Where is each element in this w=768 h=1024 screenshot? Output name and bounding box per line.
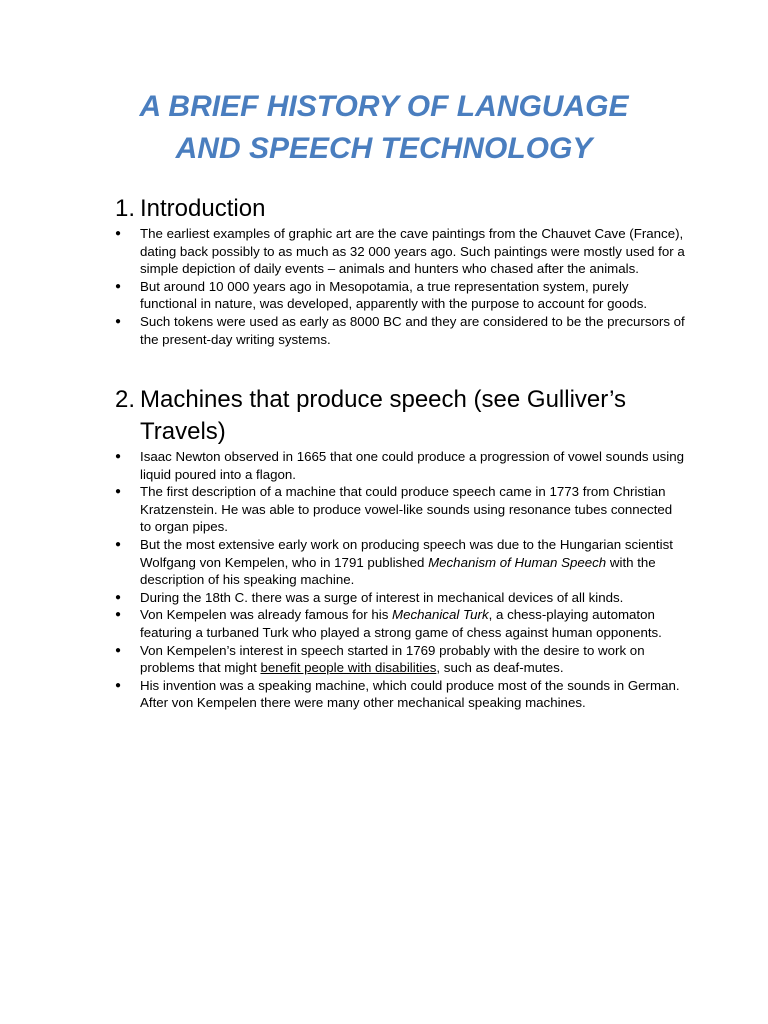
bullet-icon: ● [115, 538, 122, 550]
bullet-text: Such tokens were used as early as 8000 BC and they are considered to be the precursors of the present-day writing systems. [140, 313, 685, 347]
underlined-phrase: benefit people with disabilities [260, 660, 437, 676]
bullet-icon: ● [115, 609, 122, 621]
bullet-text: The earliest examples of graphic art are the cave paintings from the Chauvet Cave (France), dating back possibly to as much as 32 000 years ago. Such paintings were mostly used for a simple depiction of daily events – animals and hunters who chased after the animals. [140, 226, 685, 277]
bullet-text-part: , a chess-playing automaton featuring a turbaned Turk who played a strong game of chess against human opponents. [140, 607, 662, 640]
section-number: 1. [115, 195, 136, 222]
list-item [115, 589, 685, 607]
bullet-icon: ● [115, 644, 122, 656]
bullet-icon: ● [115, 280, 122, 292]
title-line-1: A BRIEF HISTORY OF LANGUAGE [139, 90, 629, 123]
section-heading [115, 384, 685, 448]
bullet-text-part: But the most extensive early work on producing speech was due to the Hungarian scientist Wolfgang von Kempelen, who in 1791 published [140, 536, 673, 570]
section-introduction [115, 193, 685, 348]
book-title: Mechanism of Human Speech [428, 554, 607, 570]
bullet-icon: ● [115, 451, 122, 462]
title-line-2: AND SPEECH TECHNOLOGY [175, 132, 593, 165]
bullet-icon: ● [115, 315, 122, 327]
list-item [115, 448, 685, 483]
section-heading-line-1: Machines that produce speech (see Gulliver’s [140, 386, 627, 413]
list-item [115, 313, 685, 348]
list-item [115, 606, 685, 641]
invention-name: Mechanical Turk [392, 607, 489, 623]
document-title [80, 86, 688, 170]
bullet-icon: ● [115, 679, 122, 691]
bullet-text-part: , such as deaf-mutes. [436, 660, 564, 676]
bullet-icon: ● [115, 591, 122, 603]
list-item [115, 677, 685, 712]
list-item [115, 536, 685, 589]
bullet-text-part: with the description of his speaking machine. [140, 554, 656, 588]
bullet-text [140, 537, 673, 587]
bullet-list [115, 448, 685, 712]
list-item [115, 225, 685, 278]
bullet-text: But around 10 000 years ago in Mesopotamia, a true representation system, purely functional in nature, was developed, apparently with the purpose to account for goods. [140, 278, 648, 312]
section-number: 2. [115, 386, 136, 413]
list-item [115, 483, 685, 536]
section-heading-text: Introduction [140, 195, 266, 222]
section-heading-line-2: Travels) [140, 418, 226, 445]
bullet-icon: ● [115, 228, 122, 239]
list-item [115, 642, 685, 677]
bullet-text [140, 607, 662, 640]
section-heading [115, 193, 685, 225]
bullet-text: During the 18th C. there was a surge of interest in mechanical devices of all kinds. [140, 589, 624, 605]
bullet-text-part: Von Kempelen’s interest in speech started in 1769 probably with the desire to work on problems that might [140, 642, 645, 676]
bullet-text [140, 643, 645, 676]
bullet-text: His invention was a speaking machine, which could produce most of the sounds in German. After von Kempelen there were many other mechanical speaking machines. [140, 677, 680, 711]
bullet-icon: ● [115, 486, 122, 498]
section-speech-machines [115, 384, 685, 712]
bullet-text: The first description of a machine that could produce speech came in 1773 from Christian Kratzenstein. He was able to produce vowel-like sounds using resonance tubes connected to organ pipes. [140, 484, 673, 535]
bullet-list [115, 225, 685, 348]
bullet-text: Isaac Newton observed in 1665 that one could produce a progression of vowel sounds using liquid poured into a flagon. [140, 449, 685, 482]
bullet-text-part: Von Kempelen was already famous for his [140, 607, 393, 623]
list-item [115, 278, 685, 313]
